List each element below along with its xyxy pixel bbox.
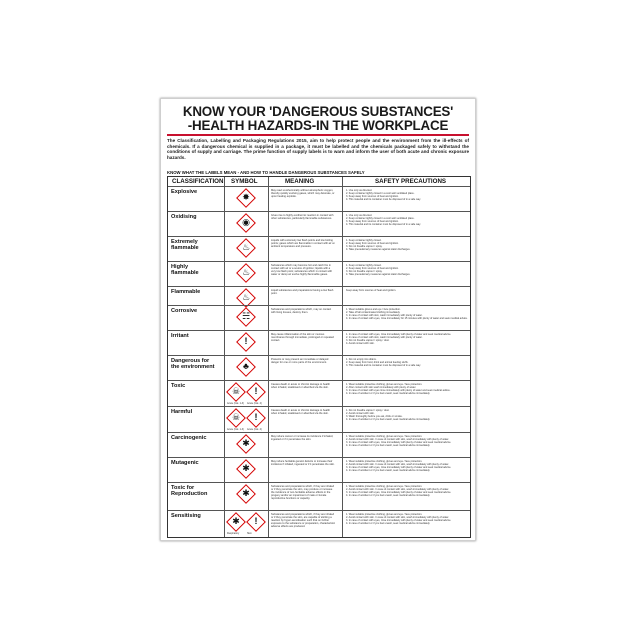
corrosion-icon: [236, 307, 256, 327]
row-classification: Highly flammable: [171, 264, 199, 277]
flame-glyph: ♨: [241, 242, 251, 252]
flame-over-circle-icon: [236, 213, 256, 233]
row-precautions: 1. Keep container tightly closed. 2. Keep away from sources of heat and ignition. 3. Do not breathe vapour / spray. 4. Take precautionary measures against static discharges.: [346, 264, 411, 277]
skull-crossbones-icon: [226, 408, 246, 428]
exclamation-glyph: !: [254, 516, 258, 526]
symbol-label: Acute (Cat. 1-3): [227, 428, 244, 431]
row-classification: Oxidising: [171, 214, 197, 220]
exclamation-icon: [246, 382, 266, 402]
health-hazard-icon: [236, 434, 256, 454]
header-precautions: SAFETY PRECAUTIONS: [375, 178, 447, 185]
know-line: KNOW WHAT THE LABELS MEAN - AND HOW TO HANDLE DANGEROUS SUBSTANCES SAFELY: [167, 170, 365, 175]
row-meaning: Substances which may become hot and catch fire in contact with air or a source of ignition; liquids with a very low flash point; substances which in contact with water or damp air evolve highly flammable gases.: [271, 264, 333, 277]
symbol-label: Acute (Cat. 4): [247, 402, 262, 405]
row-meaning: May cause inflammation of the skin or mucous membranes through immediate, prolonged or repeated contact.: [271, 333, 334, 343]
hazard-row: [168, 510, 470, 544]
hazard-row: [168, 305, 470, 330]
hazard-row: [168, 432, 470, 457]
row-meaning: May react exothermically without atmospheric oxygen, thereby quickly evolving gases, which may detonate, or upon heating explode.: [271, 189, 335, 199]
row-classification: Explosive: [171, 189, 198, 195]
header-classification: CLASSIFICATION: [172, 178, 224, 185]
hazard-row: [168, 457, 470, 482]
environment-icon: [236, 357, 256, 377]
hazard-row: [168, 261, 470, 286]
row-precautions: Keep away from sources of heat and ignition.: [346, 289, 397, 292]
row-precautions: 1. Wear suitable protective clothing, gloves and eye / face protection. 2. After contact with skin wash immediately with plenty of water. 3. In case of contact with eyes rinse immediately with plenty of water and seek medical advice. 4. In case of accident or if you feel unwell, seek medical advice immediately.: [346, 383, 451, 396]
intro-paragraph: The Classification, Labelling and Packaging Regulations 2015, aim to help protect people and the environment from the ill-effects of chemicals. If a dangerous chemical is supplied in a package, it must be labelled and the chemicals packaged safely to withstand the conditions of supply and carriage. The prime function of supply labels is to warn and inform the user of both acute and chronic exposure hazards.: [167, 138, 469, 160]
hazard-table: [167, 176, 471, 538]
hazard-row: [168, 380, 470, 406]
symbol-label: Skin: [247, 532, 252, 535]
row-precautions: 1. Do not breathe vapour / spray / dust. 2. Avoid contact with skin. 3. Wash thoroughly before you eat, drink or smoke. 4. In case of accident or if you feel unwell, seek medical advice immediately.: [346, 409, 431, 422]
poster-title-line1: KNOW YOUR 'DANGEROUS SUBSTANCES': [182, 104, 454, 119]
hazard-row: [168, 330, 470, 355]
health-hazard-glyph: ✱: [242, 488, 250, 498]
row-precautions: 1. Do not empty into drains. 2. Keep away from food, drink and animal feeding stuffs. 3. This material and its container must be disposed of in a safe way.: [346, 358, 421, 368]
row-classification: Sensitising: [171, 513, 201, 519]
hazard-row: [168, 211, 470, 236]
row-classification: Harmful: [171, 409, 193, 415]
flame-over-circle-glyph: ◉: [242, 217, 250, 227]
explosion-glyph: ✸: [242, 192, 250, 202]
exclamation-glyph: !: [254, 386, 258, 396]
hazard-row: [168, 186, 470, 211]
health-hazard-icon: [236, 484, 256, 504]
row-precautions: 1. Wear suitable protective clothing, gloves and eye / face protection. 2. Avoid contact with skin. In case of contact with skin, wash immediately with plenty of water. 3. In case of contact with eyes, rinse immediately with plenty of water and seek medical advice. 4. In case of accident or if you feel unwell, seek medical advice immediately.: [346, 435, 452, 448]
row-meaning: Substances and preparations which, may on contact with living tissues, destroy them.: [271, 308, 332, 315]
row-meaning: Causes death or acute or chronic damage to health when inhaled, swallowed or absorbed via the skin.: [271, 383, 330, 390]
row-meaning: May induce heritable genetic defects or increase their incidence if inhaled, ingested or if it penetrates the skin.: [271, 460, 335, 467]
header-symbol: SYMBOL: [231, 178, 258, 185]
health-hazard-glyph: ✱: [232, 516, 240, 526]
safety-poster: [160, 98, 476, 541]
row-precautions: 1. Wear suitable protective clothing, gloves and eye / face protection. 2. Avoid contact with skin. In case of contact with skin, wash immediately with plenty of water. 3. In case of contact with eyes, rinse immediately with plenty of water and seek medical advice. 4. In case of accident or if you feel unwell, seek medical advice immediately.: [346, 460, 452, 473]
skull-crossbones-glyph: ☠: [231, 386, 241, 396]
flame-glyph: ♨: [241, 267, 251, 277]
skull-crossbones-icon: [226, 382, 246, 402]
explosion-icon: [236, 188, 256, 208]
row-precautions: 1. Wear suitable protective clothing, gloves and eye / face protection. 2. Avoid contact with skin. In case of contact with skin, wash immediately with plenty of water. 3. In case of contact with eyes, rinse immediately with plenty of water and seek medical advice. 4. In case of accident or if you feel unwell, seek medical advice immediately.: [346, 513, 452, 526]
row-classification: Irritant: [171, 333, 189, 339]
header-meaning: MEANING: [285, 178, 315, 185]
row-classification: Carcinogenic: [171, 435, 207, 441]
flame-glyph: ♨: [241, 292, 251, 302]
row-meaning: Substances and preparations which, if they are inhaled or if they penetrate the skin, are capable of eliciting a reaction by hyper-sensitisation such that on further exposure to the substance or preparation, characteristic adverse effects are produced.: [271, 513, 336, 529]
exclamation-icon: [246, 408, 266, 428]
row-classification: Flammable: [171, 289, 201, 295]
row-classification: Toxic: [171, 383, 186, 389]
symbol-label: Acute (Cat. 1-3): [227, 402, 244, 405]
row-precautions: 1. Wear suitable protective clothing, gloves and eye / face protection. 2. Avoid contact with skin. In case of contact with skin, wash immediately with plenty of water. 3. In case of contact with eyes, rinse immediately with plenty of water and seek medical advice. 4. In case of accident or if you feel unwell, seek medical advice immediately.: [346, 485, 452, 498]
symbol-label: Respiratory: [227, 532, 240, 535]
row-meaning: Gives rise to highly exothermic reaction in contact with other substances, particularly flammable substances.: [271, 214, 334, 221]
row-meaning: Liquids with extremely low flash points and low boiling points; gases which are flammable in contact with air at ambient temperature and pressure.: [271, 239, 335, 249]
flame-icon: [236, 238, 256, 258]
hazard-row: [168, 482, 470, 510]
row-meaning: Substances and preparations which, if they are inhaled or if they penetrate the skin, may produce or increase the incidence of non-heritable adverse effects in the progeny and/or an impairment of male or female reproductive functions or capacity.: [271, 485, 335, 501]
row-classification: Dangerous for the environment: [171, 358, 215, 371]
row-meaning: Liquid substances and preparations having a low flash point.: [271, 289, 334, 296]
row-classification: Mutagenic: [171, 460, 199, 466]
row-meaning: Presents or may present an immediate or delayed danger for one or more parts of the environment.: [271, 358, 329, 365]
environment-glyph: ♣: [243, 361, 249, 371]
row-classification: Toxic for Reproduction: [171, 485, 208, 498]
health-hazard-icon: [236, 459, 256, 479]
row-precautions: 1. Use only as directed. 2. Keep container tightly closed in a cool well ventilated place. 3. Keep away from sources of heat and ignition. 4. This material and its container must be disposed of in a safe way.: [346, 214, 421, 227]
title-divider: [167, 134, 469, 136]
poster-title-line2: -HEALTH HAZARDS-IN THE WORKPLACE: [187, 118, 449, 133]
exclamation-icon: [246, 512, 266, 532]
skull-crossbones-glyph: ☠: [231, 412, 241, 422]
row-meaning: May induce cancer or increase its incidence if inhaled, ingested or if it penetrates the skin.: [271, 435, 334, 442]
flame-icon: [236, 263, 256, 283]
hazard-row: [168, 355, 470, 380]
row-classification: Corrosive: [171, 308, 198, 314]
row-precautions: 1. Keep container tightly closed. 2. Keep away from sources of heat and ignition. 3. Do not breathe vapour / spray. 4. Take precautionary measures against static discharges.: [346, 239, 411, 252]
health-hazard-icon: [226, 512, 246, 532]
row-meaning: Causes death or acute or chronic damage to health when inhaled, swallowed or absorbed via the skin.: [271, 409, 330, 416]
exclamation-icon: [236, 332, 256, 352]
corrosion-glyph: ☵: [241, 311, 251, 321]
hazard-row: [168, 236, 470, 261]
row-precautions: 1. Wear suitable gloves and eye / face protection. 2. Take off all contaminated clothing immediately. 3. In case of contact with skin, wash immediately with plenty of water. 4. In case of contact with eyes, rinse immediately for 15 minutes with plenty of water and seek medical advice.: [346, 308, 468, 321]
exclamation-glyph: !: [244, 336, 248, 346]
row-precautions: 1. In case of contact with eyes, rinse immediately with plenty of water and seek medical advice. 2. In case of contact with skin, wash immediately with plenty of water. 3. Do not breathe vapour / spray / dust. 4. Avoid contact with skin.: [346, 333, 452, 346]
health-hazard-glyph: ✱: [242, 438, 250, 448]
row-precautions: 1. Use only as directed. 2. Keep container tightly closed in a cool well ventilated place. 3. Keep away from sources of heat and ignition. 4. This material and its container must be disposed of in a safe way.: [346, 189, 421, 202]
hazard-row: [168, 406, 470, 432]
hazard-row: [168, 286, 470, 305]
health-hazard-glyph: ✱: [242, 463, 250, 473]
exclamation-glyph: !: [254, 412, 258, 422]
row-classification: Extremely flammable: [171, 239, 199, 252]
symbol-label: Acute (Cat. 4): [247, 428, 262, 431]
